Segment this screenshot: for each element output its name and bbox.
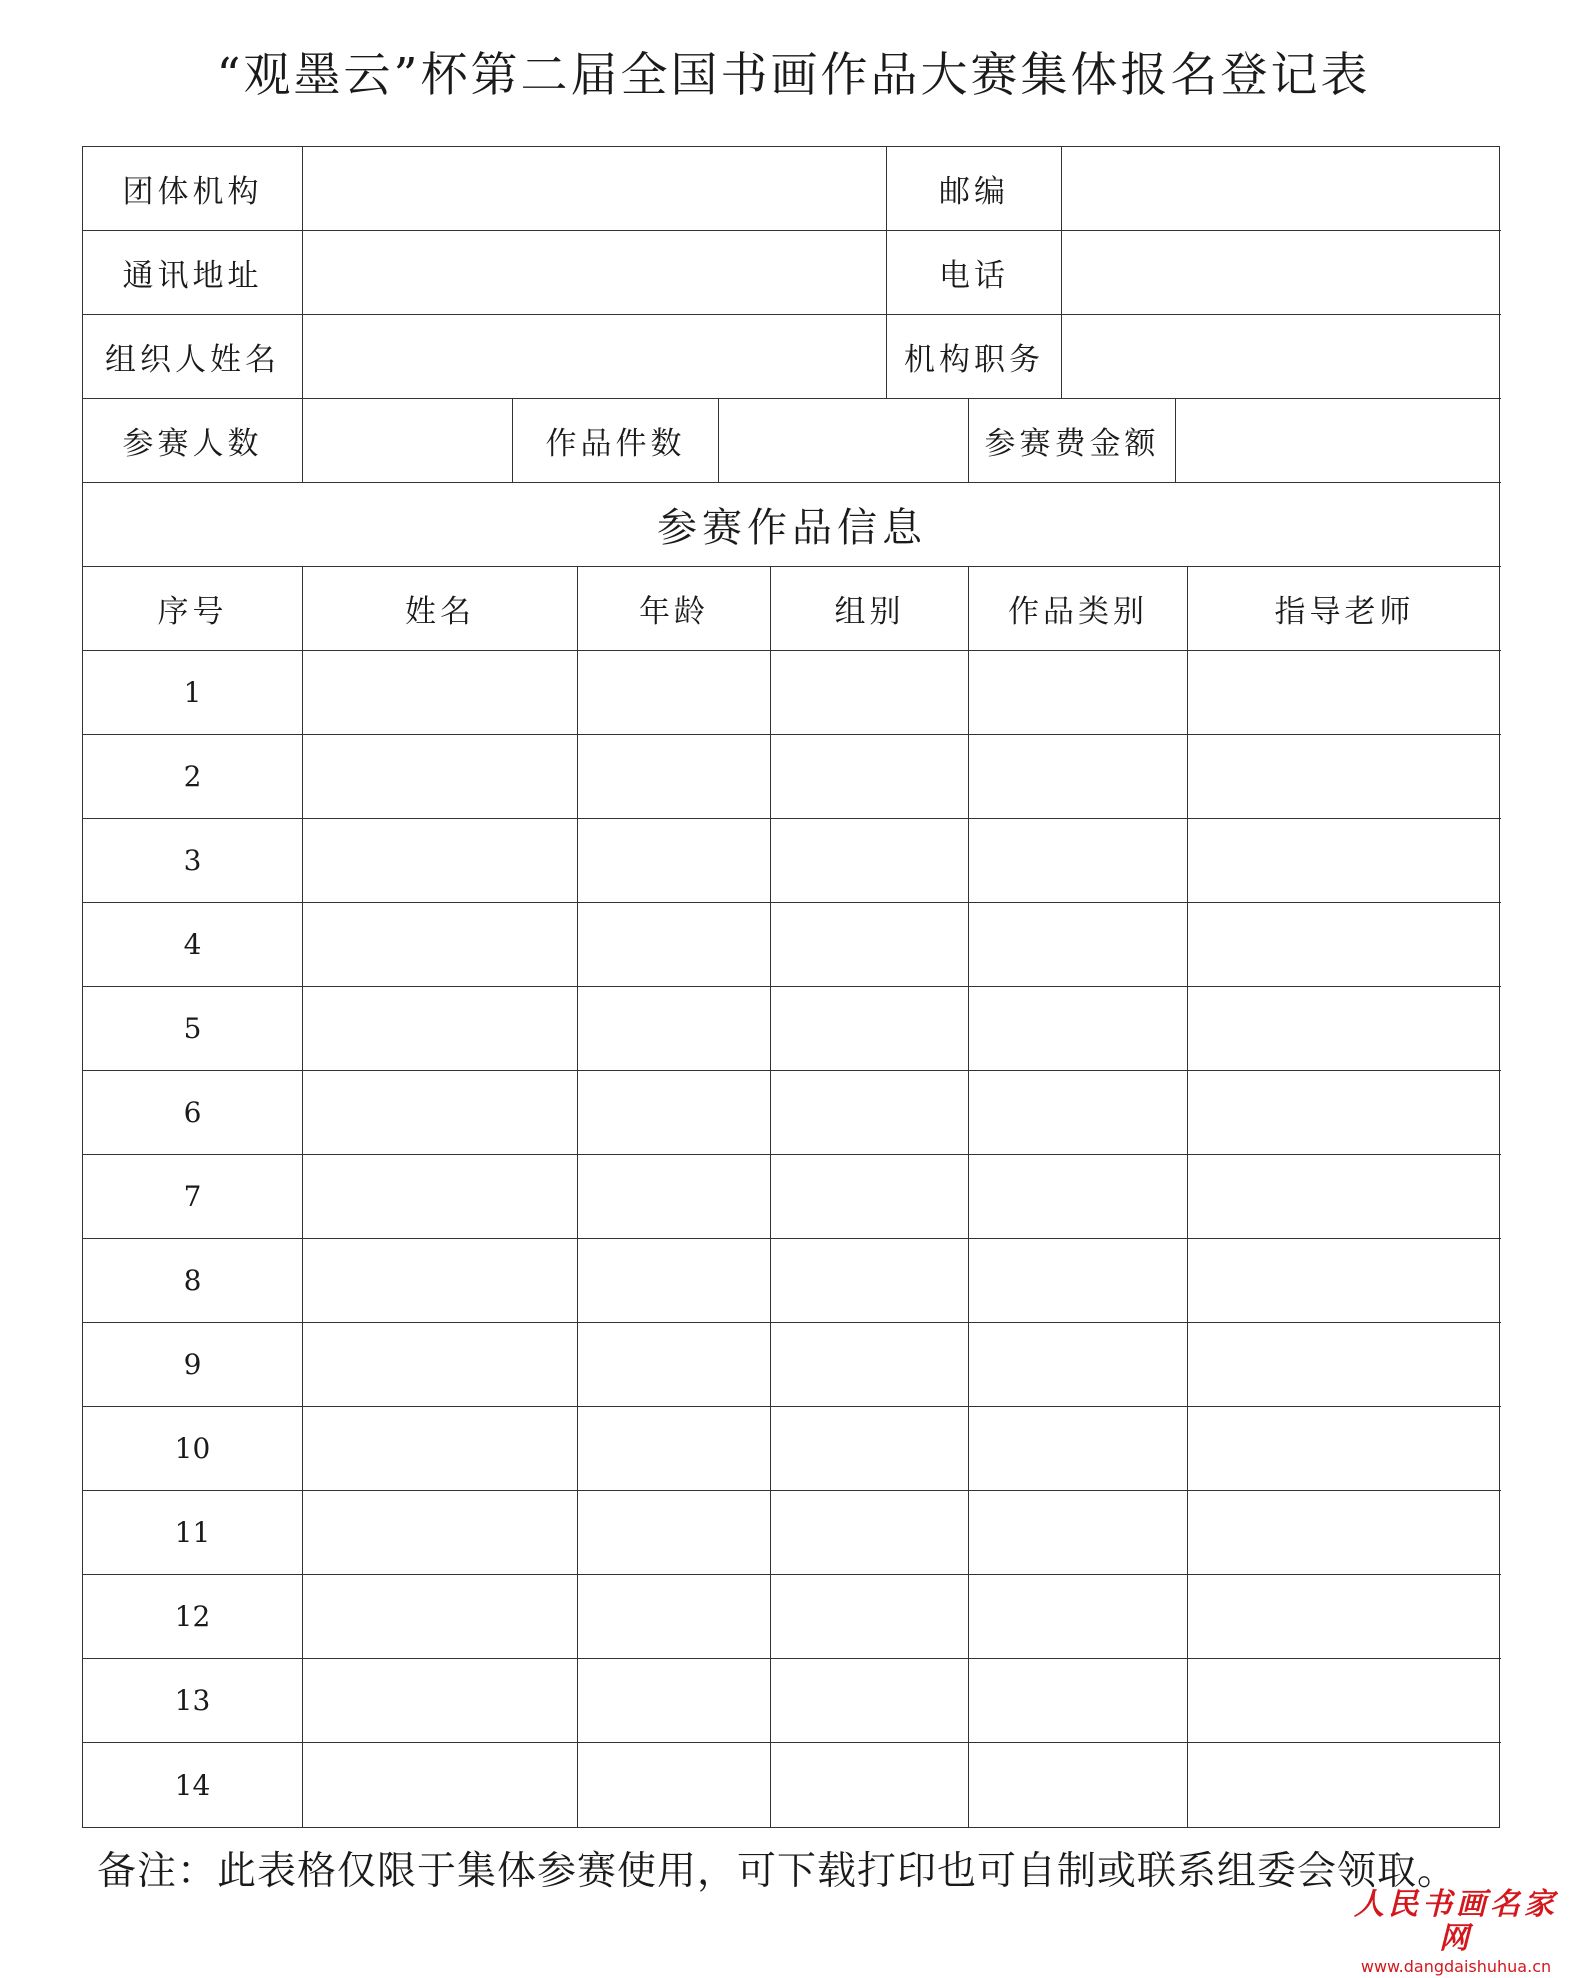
group-cell[interactable] (771, 1239, 969, 1323)
category-cell[interactable] (969, 1407, 1188, 1491)
group-cell[interactable] (771, 987, 969, 1071)
age-cell[interactable] (578, 1155, 771, 1239)
category-cell[interactable] (969, 1239, 1188, 1323)
age-cell[interactable] (578, 1491, 771, 1575)
form-title: “观墨云”杯第二届全国书画作品大赛集体报名登记表 (216, 48, 1371, 103)
row-number: 14 (83, 1743, 303, 1827)
name-cell[interactable] (303, 819, 578, 903)
age-cell[interactable] (578, 819, 771, 903)
fee-field[interactable] (1176, 399, 1501, 483)
age-cell[interactable] (578, 735, 771, 819)
participants-field[interactable] (303, 399, 513, 483)
age-cell[interactable] (578, 1743, 771, 1827)
site-watermark (1341, 1888, 1571, 1978)
age-cell[interactable] (578, 1659, 771, 1743)
address-label: 通讯地址 (83, 231, 303, 315)
position-field[interactable] (1062, 315, 1501, 399)
category-cell[interactable] (969, 1155, 1188, 1239)
row-number: 7 (83, 1155, 303, 1239)
position-label: 机构职务 (887, 315, 1062, 399)
header-teacher: 指导老师 (1188, 567, 1501, 651)
teacher-cell[interactable] (1188, 1575, 1501, 1659)
fee-label: 参赛费金额 (969, 399, 1176, 483)
category-cell[interactable] (969, 651, 1188, 735)
teacher-cell[interactable] (1188, 1659, 1501, 1743)
org-field[interactable] (303, 147, 887, 231)
row-number: 1 (83, 651, 303, 735)
row-number: 4 (83, 903, 303, 987)
teacher-cell[interactable] (1188, 1491, 1501, 1575)
registration-table (82, 146, 1500, 1828)
name-cell[interactable] (303, 1071, 578, 1155)
header-group: 组别 (771, 567, 969, 651)
participants-label: 参赛人数 (83, 399, 303, 483)
row-number: 9 (83, 1323, 303, 1407)
group-cell[interactable] (771, 1659, 969, 1743)
row-number: 3 (83, 819, 303, 903)
works-count-field[interactable] (719, 399, 969, 483)
name-cell[interactable] (303, 987, 578, 1071)
row-number: 6 (83, 1071, 303, 1155)
category-cell[interactable] (969, 1323, 1188, 1407)
row-number: 12 (83, 1575, 303, 1659)
teacher-cell[interactable] (1188, 1155, 1501, 1239)
row-number: 11 (83, 1491, 303, 1575)
category-cell[interactable] (969, 987, 1188, 1071)
category-cell[interactable] (969, 1071, 1188, 1155)
name-cell[interactable] (303, 1491, 578, 1575)
category-cell[interactable] (969, 903, 1188, 987)
group-cell[interactable] (771, 1491, 969, 1575)
row-number: 8 (83, 1239, 303, 1323)
address-field[interactable] (303, 231, 887, 315)
teacher-cell[interactable] (1188, 651, 1501, 735)
organizer-label: 组织人姓名 (83, 315, 303, 399)
teacher-cell[interactable] (1188, 987, 1501, 1071)
name-cell[interactable] (303, 1323, 578, 1407)
group-cell[interactable] (771, 1407, 969, 1491)
teacher-cell[interactable] (1188, 1407, 1501, 1491)
category-cell[interactable] (969, 1575, 1188, 1659)
org-label: 团体机构 (83, 147, 303, 231)
teacher-cell[interactable] (1188, 1743, 1501, 1827)
category-cell[interactable] (969, 1491, 1188, 1575)
footnote: 备注：此表格仅限于集体参赛使用，可下载打印也可自制或联系组委会领取。 (97, 1849, 1458, 1894)
category-cell[interactable] (969, 1659, 1188, 1743)
teacher-cell[interactable] (1188, 1071, 1501, 1155)
row-number: 2 (83, 735, 303, 819)
name-cell[interactable] (303, 735, 578, 819)
group-cell[interactable] (771, 1575, 969, 1659)
age-cell[interactable] (578, 903, 771, 987)
teacher-cell[interactable] (1188, 903, 1501, 987)
category-cell[interactable] (969, 1743, 1188, 1827)
name-cell[interactable] (303, 651, 578, 735)
teacher-cell[interactable] (1188, 1239, 1501, 1323)
header-name: 姓名 (303, 567, 578, 651)
header-category: 作品类别 (969, 567, 1188, 651)
age-cell[interactable] (578, 651, 771, 735)
group-cell[interactable] (771, 1323, 969, 1407)
header-no: 序号 (83, 567, 303, 651)
age-cell[interactable] (578, 1575, 771, 1659)
phone-label: 电话 (887, 231, 1062, 315)
row-number: 5 (83, 987, 303, 1071)
name-cell[interactable] (303, 1659, 578, 1743)
name-cell[interactable] (303, 1407, 578, 1491)
age-cell[interactable] (578, 987, 771, 1071)
group-cell[interactable] (771, 735, 969, 819)
row-number: 10 (83, 1407, 303, 1491)
group-cell[interactable] (771, 1071, 969, 1155)
group-cell[interactable] (771, 819, 969, 903)
group-cell[interactable] (771, 903, 969, 987)
section-title: 参赛作品信息 (83, 483, 1501, 567)
age-cell[interactable] (578, 1407, 771, 1491)
name-cell[interactable] (303, 903, 578, 987)
name-cell[interactable] (303, 1575, 578, 1659)
postcode-label: 邮编 (887, 147, 1062, 231)
works-count-label: 作品件数 (513, 399, 719, 483)
group-cell[interactable] (771, 651, 969, 735)
postcode-field[interactable] (1062, 147, 1501, 231)
teacher-cell[interactable] (1188, 819, 1501, 903)
watermark-site-name: 人民书画名家网 (1354, 1887, 1558, 1956)
group-cell[interactable] (771, 1155, 969, 1239)
age-cell[interactable] (578, 1239, 771, 1323)
age-cell[interactable] (578, 1071, 771, 1155)
name-cell[interactable] (303, 1155, 578, 1239)
row-number: 13 (83, 1659, 303, 1743)
name-cell[interactable] (303, 1239, 578, 1323)
teacher-cell[interactable] (1188, 1323, 1501, 1407)
group-cell[interactable] (771, 1743, 969, 1827)
category-cell[interactable] (969, 735, 1188, 819)
organizer-field[interactable] (303, 315, 887, 399)
teacher-cell[interactable] (1188, 735, 1501, 819)
category-cell[interactable] (969, 819, 1188, 903)
phone-field[interactable] (1062, 231, 1501, 315)
name-cell[interactable] (303, 1743, 578, 1827)
watermark-url: www.dangdaishuhua.cn (1360, 1957, 1552, 1976)
age-cell[interactable] (578, 1323, 771, 1407)
header-age: 年龄 (578, 567, 771, 651)
